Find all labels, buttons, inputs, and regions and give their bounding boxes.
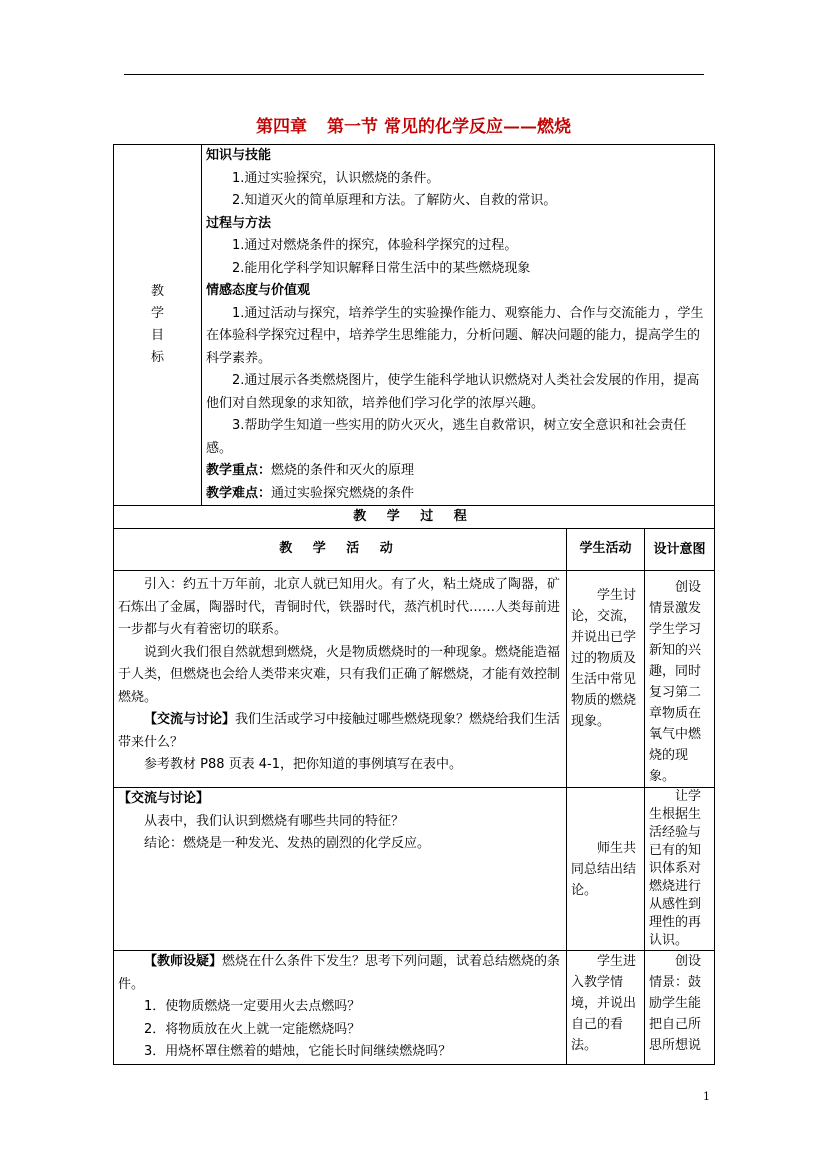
objectives-content: 知识与技能 1.通过实验探究，认识燃烧的条件。 2.知道灭火的简单原理和方法。了解防火、自救的常识。 过程与方法 1.通过对燃烧条件的探究，体验科学探究的过程。 2.能用化学科学知识解释日常生活中的某些燃烧现象 情感态度与价值观 1.通过活动与探究，培养学生的实验操作能力、观察能力、合作与交流能力 ，学生在体验科学探究过程中，培养学生思维能力，分析问题、解决问题的能力，提高学生的科学素养。 2.通过展示各类燃烧图片，使学生能科学地认识燃烧对人类社会发展的作用，提高他们对自然现象的求知欲，培养他们学习化学的浓厚兴趣。 3.帮助学生知道一些实用的防火灭火，逃生自救常识，树立安全意识和社会责任感。 教学重点：燃烧的条件和灭火的原理 教学难点：通过实验探究燃烧的条件	[202, 145, 715, 506]
objectives-label: 教 学 目 标	[114, 145, 202, 506]
page-title	[0, 112, 827, 137]
section-title: 第一节 常见的化学反应——燃烧	[327, 117, 571, 137]
heading-knowledge: 知识与技能	[206, 148, 272, 163]
difficult-point: 教学难点：通过实验探究燃烧的条件	[206, 485, 415, 501]
process-header: 教 学 过 程	[114, 506, 715, 529]
col-design: 设计意图	[645, 529, 715, 571]
objectives-row	[114, 145, 715, 506]
chapter-title: 第四章	[256, 117, 308, 137]
table-row: 【交流与讨论】 从表中，我们认识到燃烧有哪些共同的特征？ 结论：燃烧是一种发光、发热的剧烈的化学反应。 师生共同总结出结论。 让学生根据生活经验与已有的知识体系对燃烧进行从感性到理性的再认识。	[114, 788, 715, 951]
heading-process: 过程与方法	[206, 215, 272, 231]
col-student: 学生活动	[567, 529, 645, 571]
table-row: 【教师设疑】燃烧在什么条件下发生？思考下列问题，试着总结燃烧的条件。 1．使物质燃烧一定要用火去点燃吗？ 2．将物质放在火上就一定能燃烧吗？ 3．用烧杯罩住燃着的蜡烛，它能长时间继续燃烧吗？ 学生进入教学情境，并说出自己的看法。 创设情景：鼓励学生能把自己所思所想说	[114, 951, 715, 1065]
page-number: 1	[703, 1090, 710, 1103]
col-activity: 教 学 活 动	[114, 529, 567, 571]
table-row: 引入：约五十万年前，北京人就已知用火。有了火，粘土烧成了陶器，矿石炼出了金属，陶器时代，青铜时代，铁器时代，蒸汽机时代……人类每前进一步都与火有着密切的联系。 说到火我们很自然就想到燃烧，火是物质燃烧时的一种现象。燃烧能造福于人类，但燃烧也会给人类带来灾难，只有我们正确了解燃烧，才能有效控制燃烧。 【交流与讨论】我们生活或学习中接触过哪些燃烧现象？燃烧给我们生活带来什么？ 参考教材 P88 页表 4-1，把你知道的事例填写在表中。 学生讨论，交流，并说出已学过的物质及生活中常见物质的燃烧现象。 创设情景激发学生学习新知的兴趣，同时复习第二章物质在氧气中燃烧的现象。	[114, 571, 715, 788]
heading-attitude: 情感态度与价值观	[206, 283, 311, 298]
lesson-plan-table	[113, 144, 715, 1065]
key-point: 教学重点：燃烧的条件和灭火的原理	[206, 463, 415, 478]
header-rule	[124, 74, 704, 75]
